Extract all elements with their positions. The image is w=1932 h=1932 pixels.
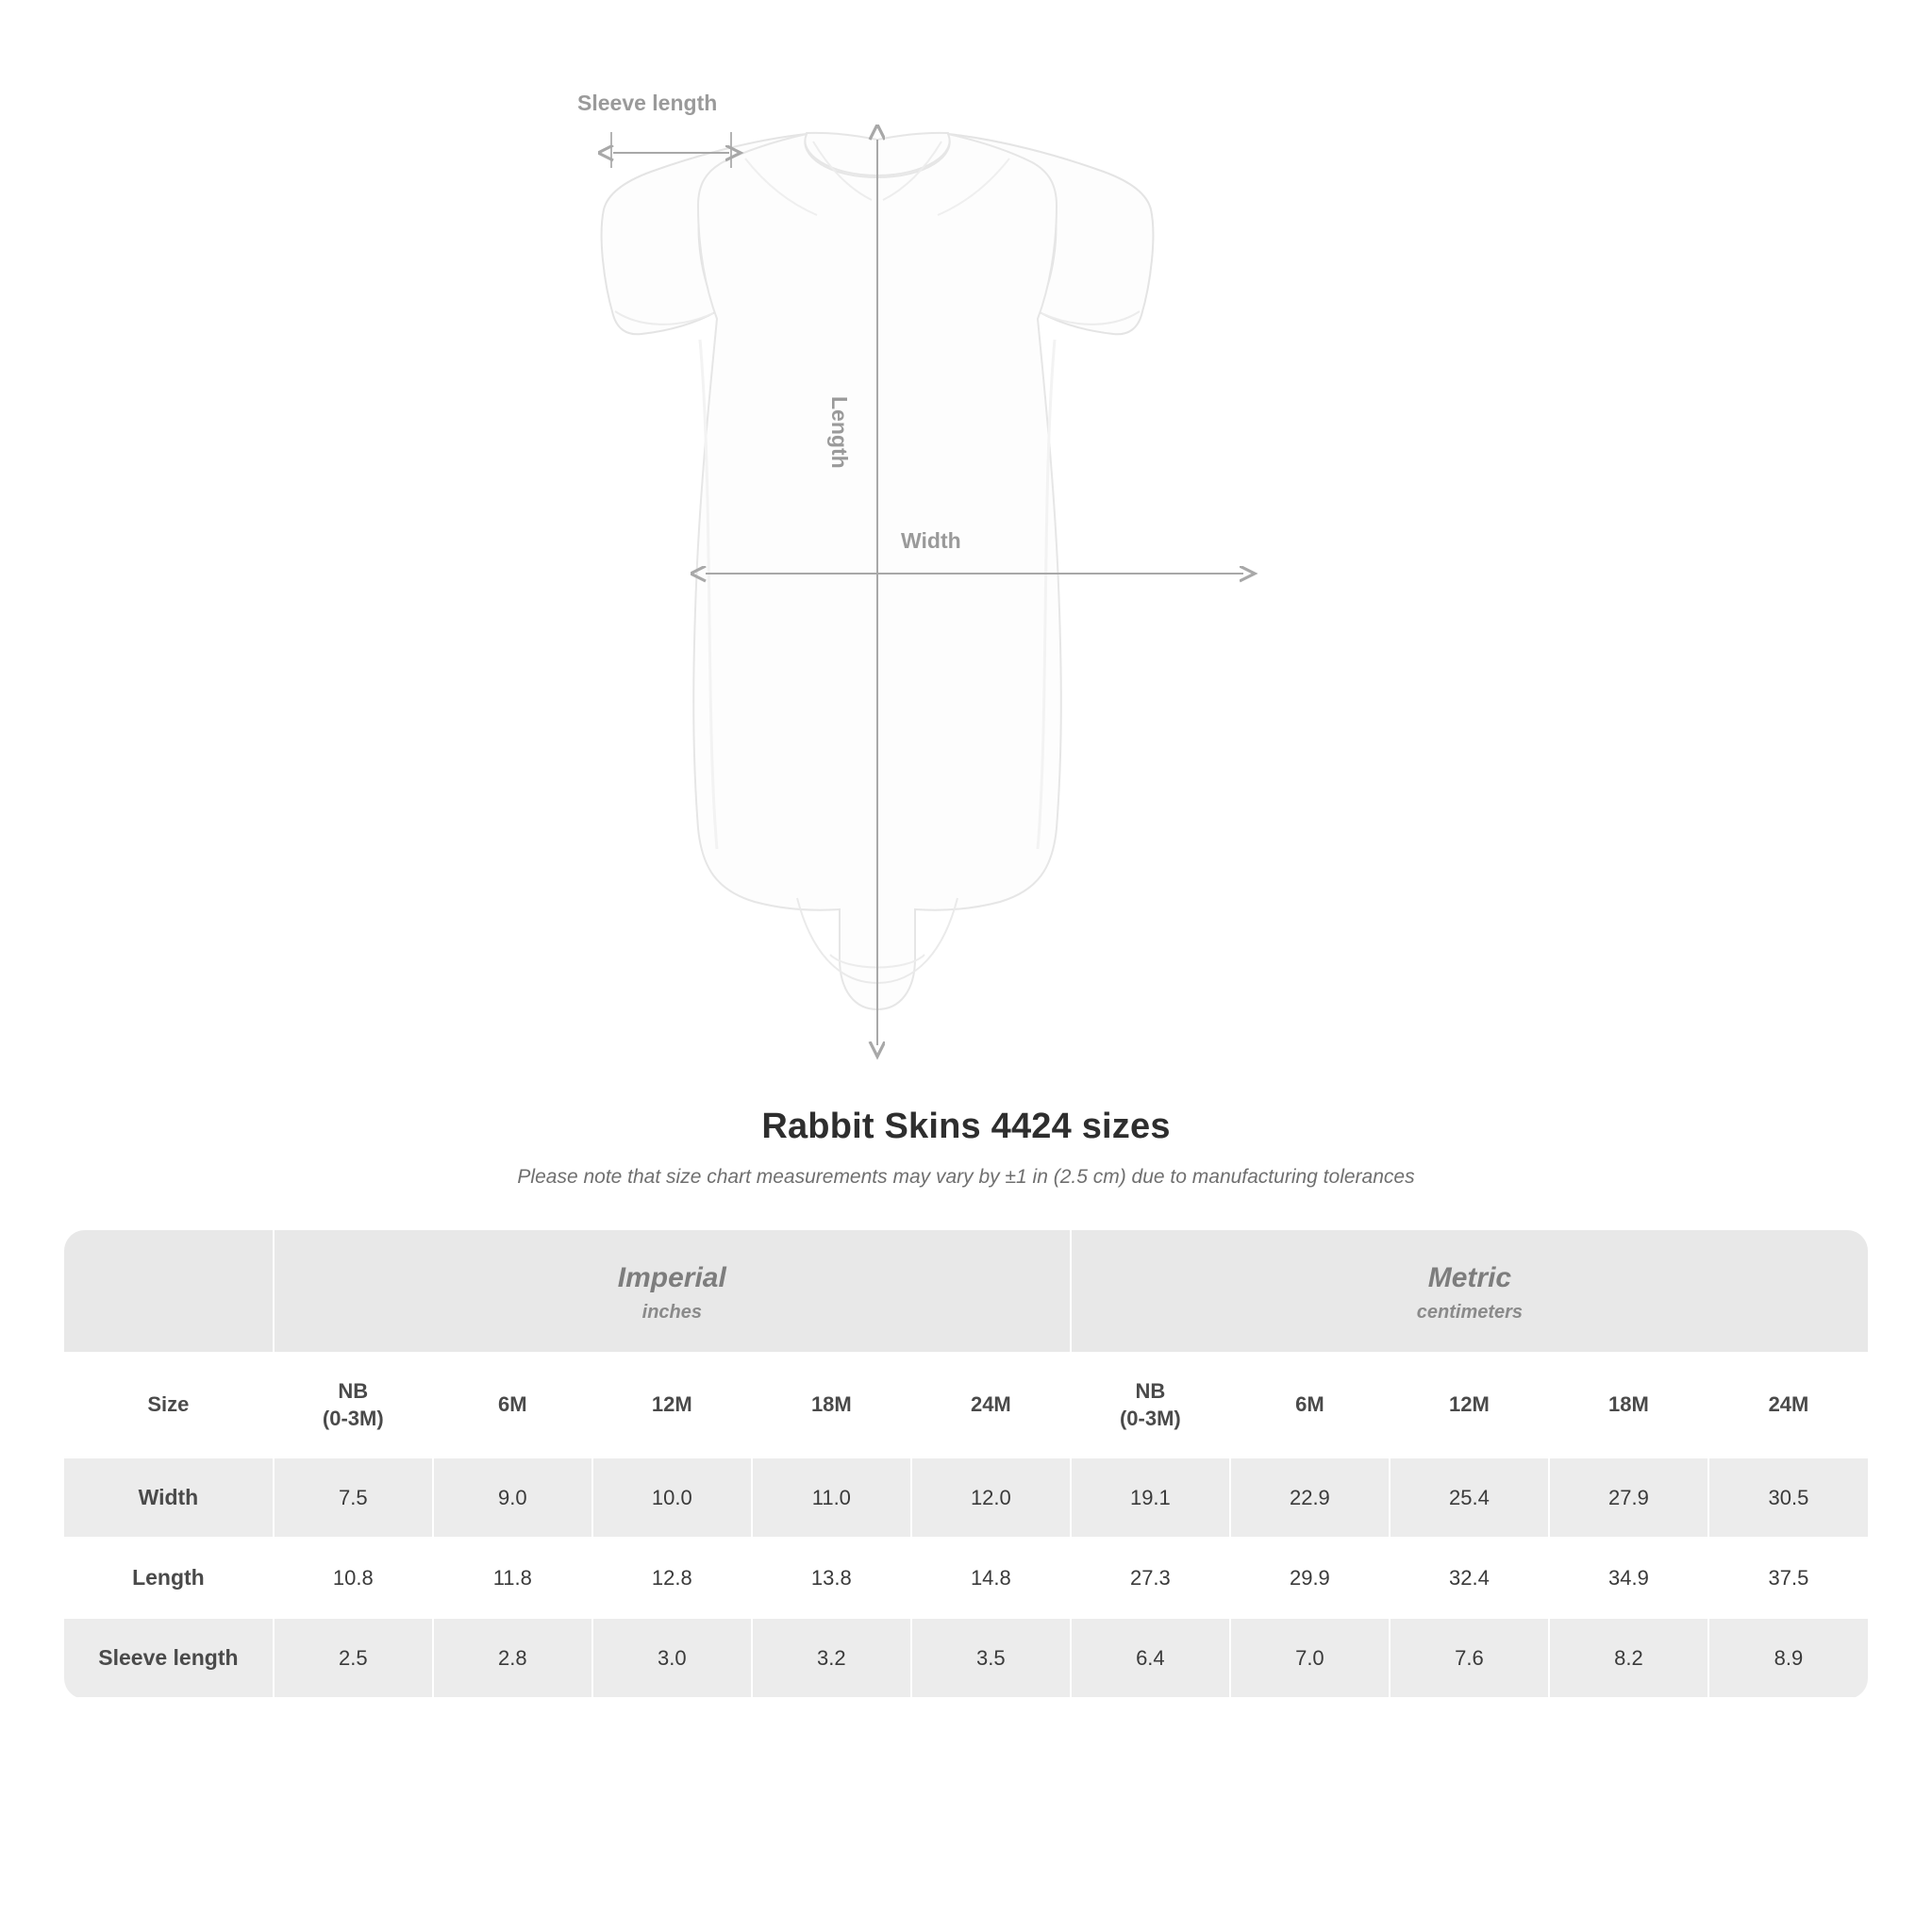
cell-sleeve-4: 3.5 (911, 1618, 1071, 1698)
column-header-row (64, 1353, 1868, 1457)
cell-sleeve-2: 3.0 (592, 1618, 752, 1698)
col-label-2: 12M (651, 1392, 692, 1417)
column-header-imperial-6m (433, 1353, 592, 1457)
table-row (64, 1538, 1868, 1618)
cell-length-4: 14.8 (911, 1538, 1071, 1618)
row-label-length: Length (64, 1538, 274, 1618)
column-header-metric-12m (1390, 1353, 1549, 1457)
page-title: Rabbit Skins 4424 sizes (761, 1107, 1171, 1146)
cell-width-1: 9.0 (433, 1457, 592, 1538)
col-label-6: 6M (1295, 1392, 1324, 1417)
width-label: Width (901, 528, 961, 553)
column-header-metric-6m (1230, 1353, 1390, 1457)
column-header-metric-18m (1549, 1353, 1708, 1457)
cell-length-0: 10.8 (274, 1538, 433, 1618)
col-sub-5: (0-3M) (1119, 1406, 1181, 1430)
column-header-imperial-18m (752, 1353, 911, 1457)
cell-length-1: 11.8 (433, 1538, 592, 1618)
cell-width-8: 27.9 (1549, 1457, 1708, 1538)
cell-width-6: 22.9 (1230, 1457, 1390, 1538)
col-label-4: 24M (970, 1392, 1011, 1417)
cell-width-3: 11.0 (752, 1457, 911, 1538)
col-label-1: 6M (498, 1392, 527, 1417)
unit-header-row (64, 1230, 1868, 1353)
cell-length-6: 29.9 (1230, 1538, 1390, 1618)
cell-sleeve-5: 6.4 (1071, 1618, 1230, 1698)
col-label-8: 18M (1608, 1392, 1649, 1417)
cell-length-3: 13.8 (752, 1538, 911, 1618)
cell-sleeve-1: 2.8 (433, 1618, 592, 1698)
cell-width-9: 30.5 (1708, 1457, 1868, 1538)
title-block (0, 1107, 1932, 1189)
unit-imperial-name: Imperial (617, 1262, 726, 1293)
cell-sleeve-9: 8.9 (1708, 1618, 1868, 1698)
col-label-9: 24M (1768, 1392, 1809, 1417)
col-label-0: NB (338, 1379, 369, 1403)
cell-width-2: 10.0 (592, 1457, 752, 1538)
cell-width-4: 12.0 (911, 1457, 1071, 1538)
cell-sleeve-8: 8.2 (1549, 1618, 1708, 1698)
cell-length-9: 37.5 (1708, 1538, 1868, 1618)
unit-header-metric (1071, 1230, 1868, 1353)
col-sub-0: (0-3M) (322, 1406, 384, 1430)
table-row (64, 1618, 1868, 1698)
unit-header-imperial (274, 1230, 1071, 1353)
sleeve-length-label: Sleeve length (577, 91, 718, 115)
row-label-sleeve-length: Sleeve length (64, 1618, 274, 1698)
tolerance-note: Please note that size chart measurements may vary by ±1 in (2.5 cm) due to manufacturing tolerances (517, 1166, 1415, 1188)
cell-length-7: 32.4 (1390, 1538, 1549, 1618)
col-label-3: 18M (810, 1392, 852, 1417)
column-header-imperial-12m (592, 1353, 752, 1457)
size-table-wrap (64, 1230, 1868, 1699)
cell-length-2: 12.8 (592, 1538, 752, 1618)
unit-imperial-sub: inches (641, 1302, 702, 1323)
cell-sleeve-3: 3.2 (752, 1618, 911, 1698)
cell-width-7: 25.4 (1390, 1457, 1549, 1538)
length-label: Length (827, 396, 852, 469)
cell-length-5: 27.3 (1071, 1538, 1230, 1618)
cell-sleeve-0: 2.5 (274, 1618, 433, 1698)
cell-sleeve-6: 7.0 (1230, 1618, 1390, 1698)
col-label-5: NB (1135, 1379, 1166, 1403)
table-row (64, 1457, 1868, 1538)
cell-width-5: 19.1 (1071, 1457, 1230, 1538)
column-header-metric-24m (1708, 1353, 1868, 1457)
column-header-imperial-nb (274, 1353, 433, 1457)
column-header-imperial-24m (911, 1353, 1071, 1457)
unit-header-blank (64, 1230, 274, 1353)
unit-metric-sub: centimeters (1416, 1302, 1524, 1323)
cell-sleeve-7: 7.6 (1390, 1618, 1549, 1698)
unit-metric-name: Metric (1427, 1262, 1512, 1293)
row-label-width: Width (64, 1457, 274, 1538)
size-table (64, 1230, 1868, 1699)
column-header-metric-nb (1071, 1353, 1230, 1457)
column-header-size: Size (64, 1353, 274, 1457)
cell-width-0: 7.5 (274, 1457, 433, 1538)
col-label-7: 12M (1449, 1392, 1490, 1417)
cell-length-8: 34.9 (1549, 1538, 1708, 1618)
